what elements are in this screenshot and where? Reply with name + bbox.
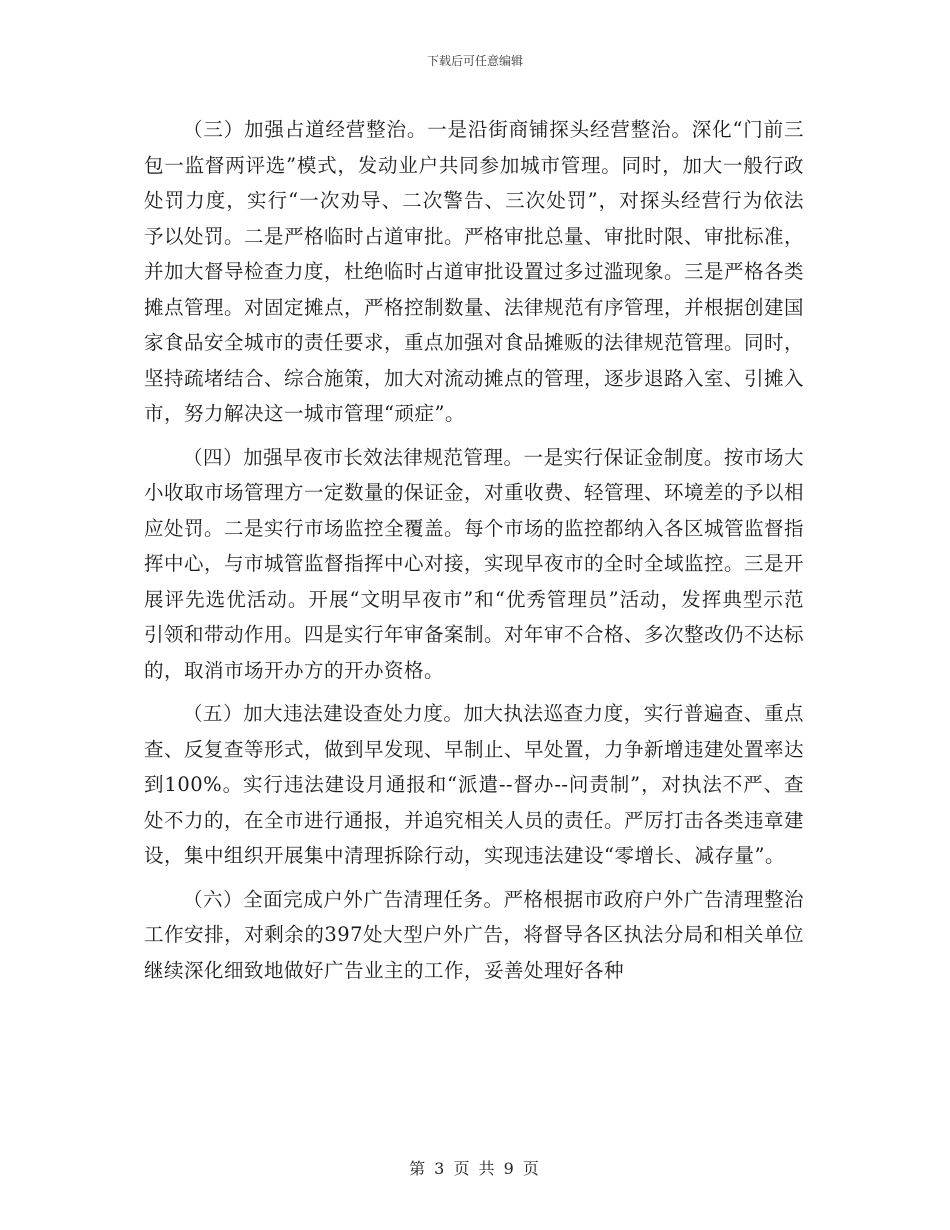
paragraph-illegal-construction: （五）加大违法建设查处力度。加大执法巡查力度，实行普遍查、重点查、反复查等形式，做到早发现、早制止、早处置，力争新增违建处置率达到100%。实行违法建设月通报和“派遣--督办--问责制”，对执法不严、查处不力的，在全市进行通报，并追究相关人员的责任。严厉打击各类违章建设，集中组织开展集中清理拆除行动，实现违法建设“零增长、减存量”。 — [144, 702, 805, 867]
page-number: 第 3 页 共 9 页 — [409, 1159, 541, 1178]
paragraph-occupation-rectification: （三）加强占道经营整治。一是沿街商铺探头经营整治。深化“门前三包一监督两评选”模式，发动业户共同参加城市管理。同时，加大一般行政处罚力度，实行“一次劝导、二次警告、三次处罚”，对探头经营行为依法予以处罚。二是严格临时占道审批。严格审批总量、审批时限、审批标准，并加大督导检查力度，杜绝临时占道审批设置过多过滥现象。三是严格各类摊点管理。对固定摊点，严格控制数量、法律规范有序管理，并根据创建国家食品安全城市的责任要求，重点加强对食品摊贩的法律规范管理。同时，坚持疏堵结合、综合施策，加大对流动摊点的管理，逐步退路入室、引摊入市，努力解决这一城市管理“顽症”。 — [144, 118, 805, 425]
page-header: 下载后可任意编辑 — [426, 54, 523, 68]
document-body — [144, 112, 804, 996]
paragraph-outdoor-advertising: （六）全面完成户外广告清理任务。严格根据市政府户外广告清理整治工作安排，对剩余的397处大型户外广告，将督导各区执法分局和相关单位继续深化细致地做好广告业主的工作，妥善处理好各种 — [144, 887, 804, 982]
paragraph-night-market-management: （四）加强早夜市长效法律规范管理。一是实行保证金制度。按市场大小收取市场管理方一定数量的保证金，对重收费、轻管理、环境差的予以相应处罚。二是实行市场监控全覆盖。每个市场的监控都纳入各区城管监督指挥中心，与市城管监督指挥中心对接，实现早夜市的全时全域监控。三是开展评先选优活动。开展“文明早夜市”和“优秀管理员”活动，发挥典型示范引领和带动作用。四是实行年审备案制。对年审不合格、多次整改仍不达标的，取消市场开办方的开办资格。 — [144, 445, 805, 682]
